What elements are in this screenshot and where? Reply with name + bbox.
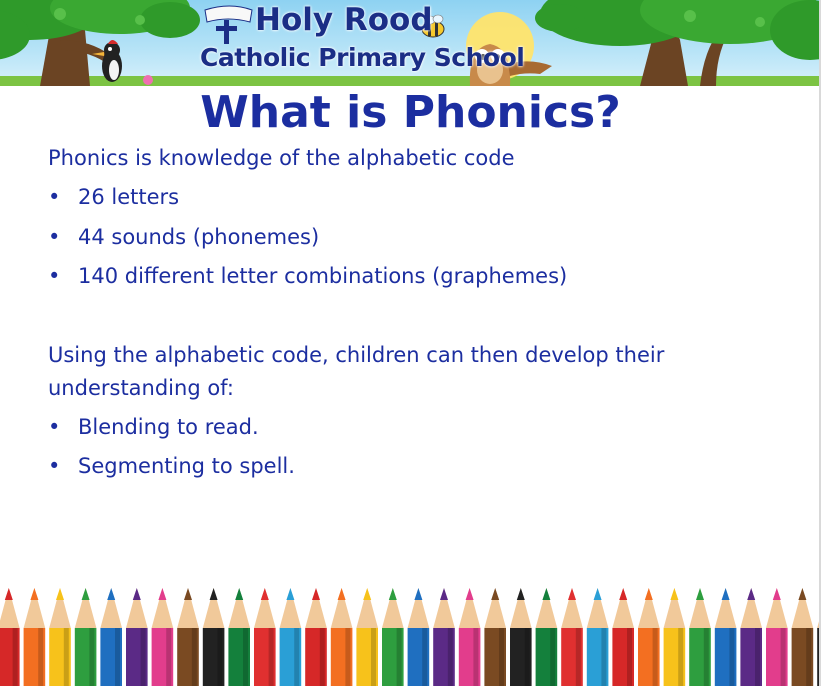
pencil-border [0,580,821,686]
bullet-text: Segmenting to spell. [78,454,295,478]
tree-icon [0,0,200,86]
school-name-line2: Catholic Primary School [200,43,525,72]
pencil-icon [638,588,660,686]
pencil-icon [689,588,711,686]
pencil-icon [408,588,430,686]
school-banner [0,0,821,86]
pencil-icon [459,588,481,686]
pencil-icon [561,588,583,686]
woodpecker-icon [92,40,122,82]
bullet-icon: • [48,264,61,288]
pencil-icon [203,588,225,686]
paragraph-line: Using the alphabetic code, children can then develop their [48,343,665,367]
pencil-icon [254,588,276,686]
pencil-icon [356,588,378,686]
pencil-icon [792,588,814,686]
pencil-icon [382,588,404,686]
pencil-icon [152,588,174,686]
pencil-icon [24,588,46,686]
crest-icon [205,6,252,44]
bullet-icon: • [48,454,61,478]
pencil-row [0,580,821,686]
bullet-text: 140 different letter combinations (graphemes) [78,264,568,288]
pencil-icon [664,588,686,686]
paragraph-line: understanding of: [48,376,234,400]
pencil-icon [49,588,71,686]
pencil-icon [587,588,609,686]
pencil-icon [536,588,558,686]
pencil-icon [305,588,327,686]
slide-title: What is Phonics? [200,87,621,138]
pencil-icon [228,588,250,686]
pencil-icon [126,588,148,686]
pencil-icon [75,588,97,686]
pencil-icon [331,588,353,686]
school-name-line1: Holy Rood [255,2,433,38]
bullet-text: Blending to read. [78,415,259,439]
pencil-icon [484,588,506,686]
tree-icon [535,0,821,86]
bullet-icon: • [48,225,61,249]
bullet-text: 44 sounds (phonemes) [78,225,320,249]
bullet-icon: • [48,415,61,439]
pencil-icon [612,588,634,686]
pencil-icon [715,588,737,686]
pencil-icon [0,588,20,686]
pencil-icon [100,588,122,686]
pencil-icon [433,588,455,686]
pencil-icon [510,588,532,686]
pencil-icon [740,588,762,686]
pencil-icon [280,588,302,686]
intro-text: Phonics is knowledge of the alphabetic code [48,146,515,170]
bullet-icon: • [48,185,61,209]
pencil-icon [177,588,199,686]
bullet-text: 26 letters [78,185,180,209]
pencil-icon [766,588,788,686]
